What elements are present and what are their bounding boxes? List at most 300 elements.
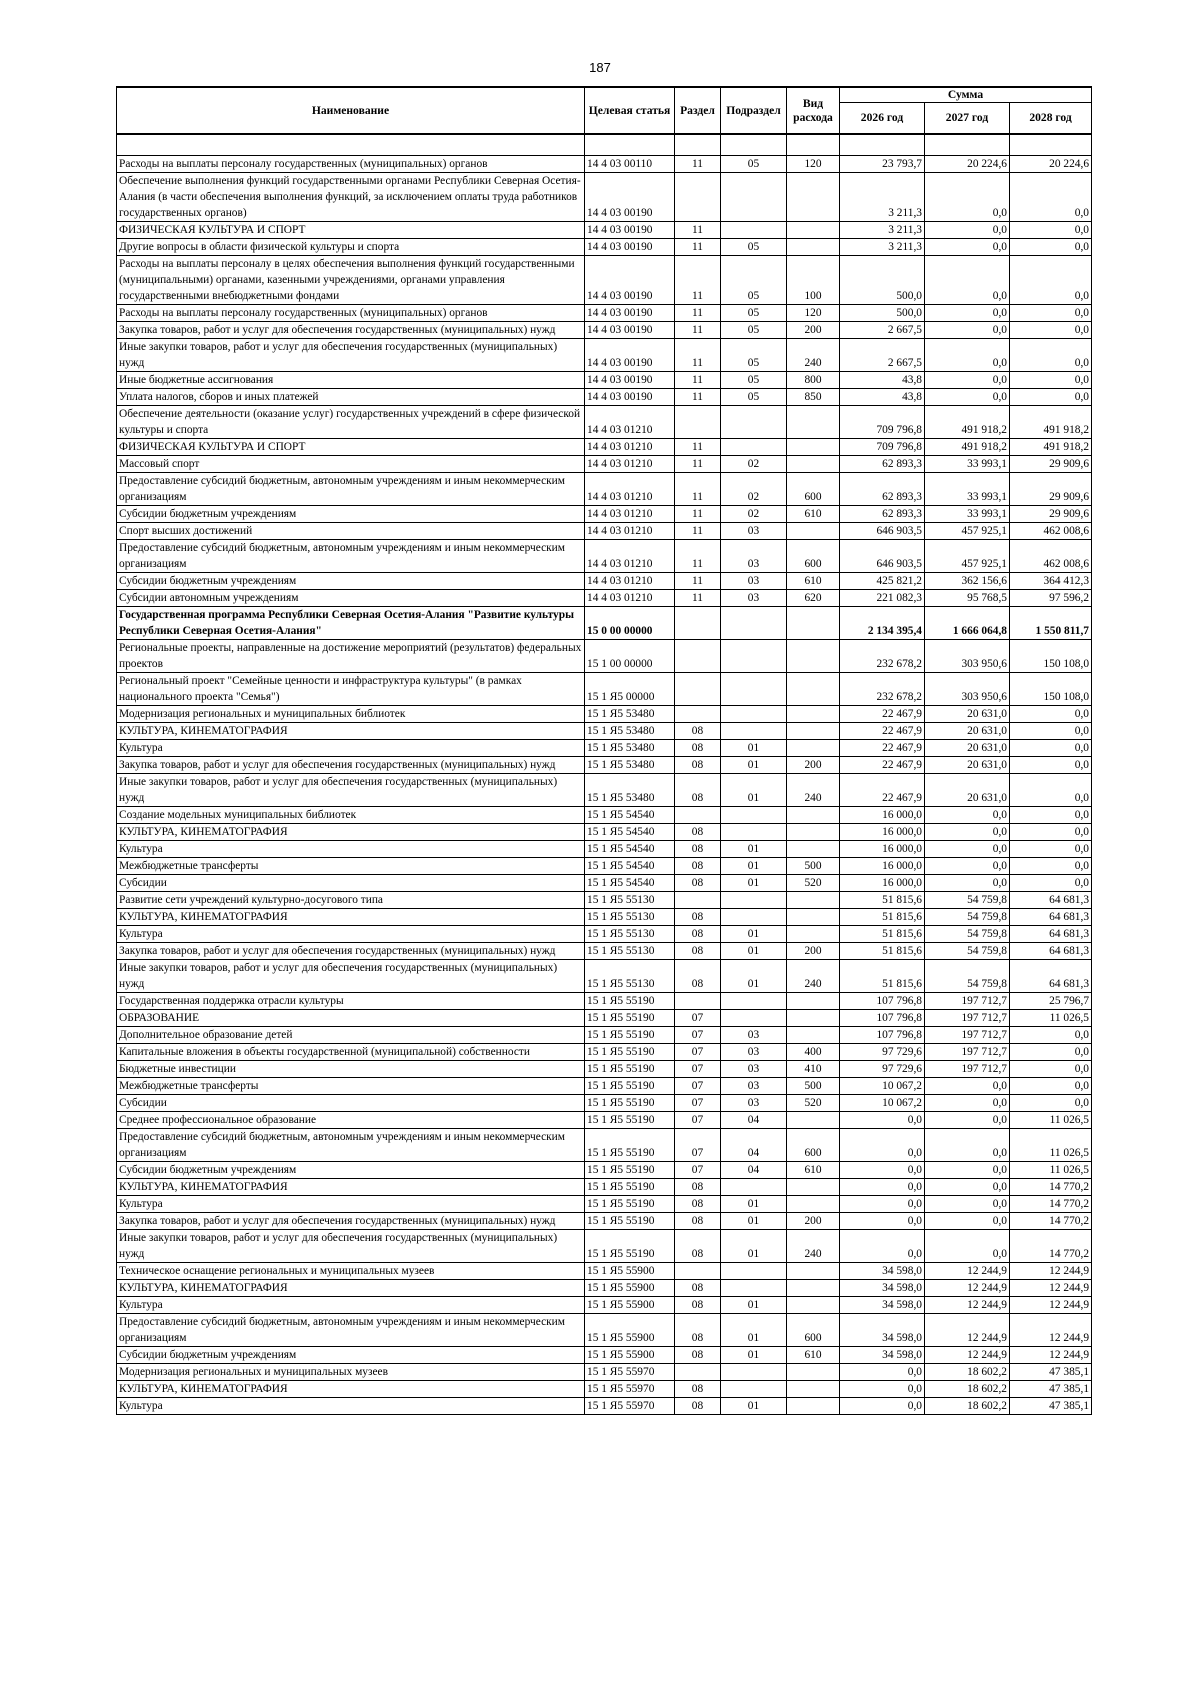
row-sum-2028: 0,0 <box>1010 774 1092 807</box>
row-target-code: 15 1 00 00000 <box>585 640 675 673</box>
header-year-2028: 2028 год <box>1010 103 1092 135</box>
table-body <box>117 156 1092 1415</box>
row-sum-2026: 10 067,2 <box>840 1078 925 1095</box>
row-sum-2026: 16 000,0 <box>840 841 925 858</box>
row-sum-2026: 500,0 <box>840 305 925 322</box>
row-expense-type: 120 <box>787 305 840 322</box>
row-subsection <box>721 909 787 926</box>
row-section <box>675 607 721 640</box>
row-subsection: 03 <box>721 1061 787 1078</box>
row-expense-type <box>787 1381 840 1398</box>
row-name: Техническое оснащение региональных и муниципальных музеев <box>117 1263 585 1280</box>
row-section: 11 <box>675 222 721 239</box>
row-name: Уплата налогов, сборов и иных платежей <box>117 389 585 406</box>
table-row <box>117 858 1092 875</box>
table-row <box>117 1297 1092 1314</box>
row-sum-2027: 0,0 <box>925 339 1010 372</box>
row-sum-2027: 1 666 064,8 <box>925 607 1010 640</box>
row-expense-type: 200 <box>787 757 840 774</box>
row-sum-2026: 0,0 <box>840 1398 925 1415</box>
row-name: Модернизация региональных и муниципальных библиотек <box>117 706 585 723</box>
row-name: Предоставление субсидий бюджетным, автономным учреждениям и иным некоммерческим организациям <box>117 540 585 573</box>
row-subsection: 01 <box>721 1347 787 1364</box>
row-sum-2028: 0,0 <box>1010 1078 1092 1095</box>
row-expense-type: 500 <box>787 1078 840 1095</box>
row-target-code: 15 1 Я5 55190 <box>585 1044 675 1061</box>
table-row <box>117 993 1092 1010</box>
row-name: Культура <box>117 841 585 858</box>
row-sum-2026: 51 815,6 <box>840 960 925 993</box>
row-target-code: 15 1 Я5 55900 <box>585 1347 675 1364</box>
row-sum-2028: 12 244,9 <box>1010 1347 1092 1364</box>
row-name: Субсидии бюджетным учреждениям <box>117 506 585 523</box>
row-name: Иные закупки товаров, работ и услуг для обеспечения государственных (муниципальных) нужд <box>117 1230 585 1263</box>
row-section: 11 <box>675 389 721 406</box>
row-name: Закупка товаров, работ и услуг для обеспечения государственных (муниципальных) нужд <box>117 322 585 339</box>
row-subsection: 03 <box>721 540 787 573</box>
row-sum-2027: 20 224,6 <box>925 156 1010 173</box>
row-expense-type: 600 <box>787 1314 840 1347</box>
row-expense-type: 600 <box>787 1129 840 1162</box>
row-sum-2028: 47 385,1 <box>1010 1398 1092 1415</box>
row-subsection <box>721 640 787 673</box>
row-sum-2027: 33 993,1 <box>925 473 1010 506</box>
row-section: 08 <box>675 723 721 740</box>
row-name: Массовый спорт <box>117 456 585 473</box>
row-section: 08 <box>675 824 721 841</box>
table-row <box>117 239 1092 256</box>
table-row <box>117 540 1092 573</box>
row-expense-type: 520 <box>787 1095 840 1112</box>
row-sum-2028: 12 244,9 <box>1010 1297 1092 1314</box>
row-target-code: 14 4 03 00190 <box>585 322 675 339</box>
row-section: 07 <box>675 1095 721 1112</box>
table-row <box>117 1398 1092 1415</box>
table-row <box>117 1129 1092 1162</box>
row-subsection: 05 <box>721 339 787 372</box>
row-sum-2028: 64 681,3 <box>1010 892 1092 909</box>
row-expense-type <box>787 406 840 439</box>
row-target-code: 14 4 03 01210 <box>585 473 675 506</box>
row-section: 11 <box>675 573 721 590</box>
row-sum-2028: 25 796,7 <box>1010 993 1092 1010</box>
row-expense-type: 800 <box>787 372 840 389</box>
row-name: Иные закупки товаров, работ и услуг для обеспечения государственных (муниципальных) нужд <box>117 960 585 993</box>
row-sum-2026: 97 729,6 <box>840 1061 925 1078</box>
row-sum-2027: 491 918,2 <box>925 406 1010 439</box>
row-name: Бюджетные инвестиции <box>117 1061 585 1078</box>
table-row <box>117 1263 1092 1280</box>
row-sum-2028: 0,0 <box>1010 389 1092 406</box>
row-name: КУЛЬТУРА, КИНЕМАТОГРАФИЯ <box>117 1179 585 1196</box>
row-sum-2028: 0,0 <box>1010 875 1092 892</box>
row-name: Субсидии автономным учреждениям <box>117 590 585 607</box>
row-name: Субсидии <box>117 1095 585 1112</box>
table-row <box>117 841 1092 858</box>
row-sum-2028: 64 681,3 <box>1010 960 1092 993</box>
row-target-code: 15 1 Я5 53480 <box>585 757 675 774</box>
row-sum-2027: 12 244,9 <box>925 1347 1010 1364</box>
row-expense-type <box>787 173 840 222</box>
row-expense-type: 100 <box>787 256 840 305</box>
row-name: Модернизация региональных и муниципальных музеев <box>117 1364 585 1381</box>
row-name: Иные закупки товаров, работ и услуг для обеспечения государственных (муниципальных) нужд <box>117 774 585 807</box>
row-expense-type <box>787 706 840 723</box>
row-subsection <box>721 1381 787 1398</box>
row-subsection <box>721 723 787 740</box>
row-expense-type <box>787 909 840 926</box>
row-expense-type <box>787 807 840 824</box>
row-sum-2026: 709 796,8 <box>840 439 925 456</box>
row-subsection: 01 <box>721 1230 787 1263</box>
row-sum-2027: 20 631,0 <box>925 706 1010 723</box>
row-target-code: 15 1 Я5 55900 <box>585 1280 675 1297</box>
row-section: 07 <box>675 1010 721 1027</box>
row-sum-2028: 29 909,6 <box>1010 506 1092 523</box>
row-sum-2027: 0,0 <box>925 1230 1010 1263</box>
row-sum-2026: 34 598,0 <box>840 1297 925 1314</box>
row-expense-type: 200 <box>787 322 840 339</box>
row-sum-2026: 62 893,3 <box>840 473 925 506</box>
row-name: Межбюджетные трансферты <box>117 858 585 875</box>
row-sum-2027: 457 925,1 <box>925 540 1010 573</box>
row-sum-2026: 221 082,3 <box>840 590 925 607</box>
row-name: Предоставление субсидий бюджетным, автономным учреждениям и иным некоммерческим организациям <box>117 473 585 506</box>
table-row <box>117 506 1092 523</box>
row-sum-2026: 62 893,3 <box>840 456 925 473</box>
row-sum-2027: 0,0 <box>925 1078 1010 1095</box>
row-subsection: 04 <box>721 1162 787 1179</box>
row-expense-type <box>787 740 840 757</box>
table-row <box>117 1027 1092 1044</box>
row-sum-2028: 0,0 <box>1010 807 1092 824</box>
row-sum-2027: 0,0 <box>925 1112 1010 1129</box>
row-sum-2028: 64 681,3 <box>1010 926 1092 943</box>
row-expense-type <box>787 222 840 239</box>
row-sum-2026: 232 678,2 <box>840 673 925 706</box>
row-section: 08 <box>675 841 721 858</box>
row-subsection <box>721 1179 787 1196</box>
row-subsection: 05 <box>721 372 787 389</box>
row-sum-2027: 12 244,9 <box>925 1263 1010 1280</box>
row-section: 08 <box>675 1213 721 1230</box>
row-expense-type <box>787 993 840 1010</box>
row-subsection: 05 <box>721 322 787 339</box>
row-expense-type: 600 <box>787 473 840 506</box>
row-name: Региональные проекты, направленные на достижение мероприятий (результатов) федеральных проектов <box>117 640 585 673</box>
row-sum-2027: 0,0 <box>925 1213 1010 1230</box>
row-sum-2026: 500,0 <box>840 256 925 305</box>
row-section: 11 <box>675 523 721 540</box>
row-subsection <box>721 807 787 824</box>
row-sum-2026: 646 903,5 <box>840 523 925 540</box>
table-row <box>117 389 1092 406</box>
row-sum-2028: 0,0 <box>1010 1044 1092 1061</box>
table-row <box>117 723 1092 740</box>
table-row <box>117 943 1092 960</box>
header-target: Целевая статья <box>585 87 675 134</box>
row-subsection: 01 <box>721 1398 787 1415</box>
header-year-2026: 2026 год <box>840 103 925 135</box>
row-expense-type <box>787 892 840 909</box>
row-target-code: 14 4 03 01210 <box>585 523 675 540</box>
row-sum-2028: 47 385,1 <box>1010 1381 1092 1398</box>
row-expense-type <box>787 523 840 540</box>
row-sum-2026: 16 000,0 <box>840 824 925 841</box>
row-section: 11 <box>675 590 721 607</box>
row-subsection: 01 <box>721 943 787 960</box>
row-subsection: 03 <box>721 1027 787 1044</box>
row-target-code: 15 0 00 00000 <box>585 607 675 640</box>
table-row <box>117 339 1092 372</box>
row-expense-type <box>787 1196 840 1213</box>
row-expense-type <box>787 239 840 256</box>
row-name: Субсидии бюджетным учреждениям <box>117 1347 585 1364</box>
row-target-code: 14 4 03 01210 <box>585 439 675 456</box>
row-sum-2026: 3 211,3 <box>840 222 925 239</box>
row-sum-2026: 709 796,8 <box>840 406 925 439</box>
row-sum-2027: 197 712,7 <box>925 1061 1010 1078</box>
row-target-code: 14 4 03 00190 <box>585 239 675 256</box>
row-section: 11 <box>675 540 721 573</box>
row-sum-2028: 11 026,5 <box>1010 1129 1092 1162</box>
row-target-code: 15 1 Я5 55130 <box>585 960 675 993</box>
row-sum-2027: 54 759,8 <box>925 909 1010 926</box>
row-target-code: 15 1 Я5 54540 <box>585 875 675 892</box>
row-name: Культура <box>117 1196 585 1213</box>
row-target-code: 15 1 Я5 54540 <box>585 841 675 858</box>
row-sum-2026: 425 821,2 <box>840 573 925 590</box>
row-section: 11 <box>675 473 721 506</box>
table-row <box>117 1162 1092 1179</box>
row-expense-type <box>787 673 840 706</box>
header-sum: Сумма <box>840 87 1092 103</box>
row-target-code: 15 1 Я5 55190 <box>585 1196 675 1213</box>
row-sum-2027: 0,0 <box>925 1196 1010 1213</box>
row-section: 08 <box>675 858 721 875</box>
table-row <box>117 590 1092 607</box>
row-name: Спорт высших достижений <box>117 523 585 540</box>
table-row <box>117 322 1092 339</box>
table-row <box>117 807 1092 824</box>
row-sum-2028: 14 770,2 <box>1010 1213 1092 1230</box>
row-sum-2027: 457 925,1 <box>925 523 1010 540</box>
row-target-code: 15 1 Я5 55190 <box>585 1010 675 1027</box>
row-sum-2027: 0,0 <box>925 875 1010 892</box>
row-subsection <box>721 439 787 456</box>
row-target-code: 15 1 Я5 53480 <box>585 740 675 757</box>
row-sum-2028: 0,0 <box>1010 256 1092 305</box>
row-expense-type <box>787 607 840 640</box>
row-sum-2028: 150 108,0 <box>1010 640 1092 673</box>
row-sum-2028: 29 909,6 <box>1010 456 1092 473</box>
row-name: Предоставление субсидий бюджетным, автономным учреждениям и иным некоммерческим организациям <box>117 1314 585 1347</box>
row-sum-2027: 0,0 <box>925 389 1010 406</box>
row-section: 08 <box>675 1196 721 1213</box>
row-sum-2026: 34 598,0 <box>840 1347 925 1364</box>
row-target-code: 15 1 Я5 55970 <box>585 1398 675 1415</box>
row-sum-2027: 54 759,8 <box>925 892 1010 909</box>
row-subsection: 01 <box>721 926 787 943</box>
row-target-code: 15 1 Я5 00000 <box>585 673 675 706</box>
row-target-code: 14 4 03 00190 <box>585 305 675 322</box>
row-target-code: 15 1 Я5 55130 <box>585 909 675 926</box>
row-subsection: 01 <box>721 740 787 757</box>
row-sum-2028: 14 770,2 <box>1010 1196 1092 1213</box>
row-section: 07 <box>675 1129 721 1162</box>
row-subsection <box>721 1010 787 1027</box>
row-section: 07 <box>675 1112 721 1129</box>
table-row <box>117 256 1092 305</box>
row-name: Культура <box>117 1398 585 1415</box>
row-subsection: 01 <box>721 1213 787 1230</box>
row-sum-2028: 12 244,9 <box>1010 1280 1092 1297</box>
row-sum-2027: 95 768,5 <box>925 590 1010 607</box>
row-expense-type: 410 <box>787 1061 840 1078</box>
row-subsection <box>721 892 787 909</box>
row-subsection: 01 <box>721 1297 787 1314</box>
row-target-code: 15 1 Я5 55900 <box>585 1297 675 1314</box>
page-number: 187 <box>589 60 611 75</box>
row-section: 08 <box>675 740 721 757</box>
row-sum-2026: 22 467,9 <box>840 740 925 757</box>
row-sum-2027: 33 993,1 <box>925 506 1010 523</box>
header-section: Раздел <box>675 87 721 134</box>
row-section <box>675 993 721 1010</box>
row-expense-type: 120 <box>787 156 840 173</box>
row-sum-2027: 197 712,7 <box>925 1044 1010 1061</box>
table-row <box>117 573 1092 590</box>
table-row <box>117 1010 1092 1027</box>
row-sum-2027: 20 631,0 <box>925 740 1010 757</box>
row-sum-2028: 0,0 <box>1010 757 1092 774</box>
row-sum-2026: 34 598,0 <box>840 1314 925 1347</box>
row-subsection: 05 <box>721 239 787 256</box>
row-target-code: 15 1 Я5 55900 <box>585 1314 675 1347</box>
table-row <box>117 892 1092 909</box>
row-sum-2028: 11 026,5 <box>1010 1010 1092 1027</box>
table-row <box>117 926 1092 943</box>
row-sum-2026: 51 815,6 <box>840 926 925 943</box>
row-target-code: 14 4 03 01210 <box>585 406 675 439</box>
row-target-code: 15 1 Я5 55190 <box>585 1078 675 1095</box>
row-expense-type <box>787 1398 840 1415</box>
header-name: Наименование <box>117 87 585 134</box>
row-name: Предоставление субсидий бюджетным, автономным учреждениям и иным некоммерческим организациям <box>117 1129 585 1162</box>
table-row <box>117 774 1092 807</box>
row-subsection <box>721 222 787 239</box>
row-section: 11 <box>675 256 721 305</box>
row-expense-type: 500 <box>787 858 840 875</box>
row-sum-2027: 18 602,2 <box>925 1398 1010 1415</box>
row-name: Культура <box>117 740 585 757</box>
row-target-code: 15 1 Я5 55130 <box>585 926 675 943</box>
row-sum-2027: 0,0 <box>925 841 1010 858</box>
row-sum-2027: 0,0 <box>925 824 1010 841</box>
row-section: 07 <box>675 1027 721 1044</box>
header-spacer-row <box>117 134 1092 156</box>
row-expense-type <box>787 1179 840 1196</box>
row-sum-2026: 3 211,3 <box>840 239 925 256</box>
row-section: 07 <box>675 1061 721 1078</box>
row-subsection <box>721 993 787 1010</box>
row-subsection: 05 <box>721 305 787 322</box>
row-sum-2027: 0,0 <box>925 305 1010 322</box>
row-sum-2027: 0,0 <box>925 1129 1010 1162</box>
row-sum-2026: 51 815,6 <box>840 892 925 909</box>
table-row <box>117 156 1092 173</box>
row-name: Обеспечение выполнения функций государственными органами Республики Северная Осетия-Алания (в части обеспечения выполнения функций, за исключением оплаты труда работников государственных органов) <box>117 173 585 222</box>
row-sum-2027: 20 631,0 <box>925 723 1010 740</box>
table-row <box>117 1314 1092 1347</box>
row-name: Региональный проект "Семейные ценности и инфраструктура культуры" (в рамках национального проекта "Семья") <box>117 673 585 706</box>
row-expense-type <box>787 1280 840 1297</box>
row-section: 08 <box>675 1381 721 1398</box>
row-target-code: 15 1 Я5 54540 <box>585 807 675 824</box>
row-sum-2026: 23 793,7 <box>840 156 925 173</box>
row-name: Капитальные вложения в объекты государственной (муниципальной) собственности <box>117 1044 585 1061</box>
row-section: 08 <box>675 1398 721 1415</box>
row-sum-2026: 97 729,6 <box>840 1044 925 1061</box>
row-sum-2028: 14 770,2 <box>1010 1179 1092 1196</box>
table-row <box>117 740 1092 757</box>
row-sum-2027: 33 993,1 <box>925 456 1010 473</box>
row-sum-2027: 54 759,8 <box>925 960 1010 993</box>
row-section: 11 <box>675 456 721 473</box>
row-sum-2027: 0,0 <box>925 807 1010 824</box>
row-sum-2026: 0,0 <box>840 1196 925 1213</box>
row-subsection: 05 <box>721 389 787 406</box>
row-section: 11 <box>675 372 721 389</box>
row-target-code: 15 1 Я5 55190 <box>585 1230 675 1263</box>
row-sum-2026: 0,0 <box>840 1230 925 1263</box>
row-section: 08 <box>675 943 721 960</box>
row-sum-2028: 0,0 <box>1010 841 1092 858</box>
row-name: Государственная поддержка отрасли культуры <box>117 993 585 1010</box>
row-sum-2026: 0,0 <box>840 1129 925 1162</box>
row-sum-2027: 0,0 <box>925 1095 1010 1112</box>
row-sum-2027: 362 156,6 <box>925 573 1010 590</box>
row-sum-2028: 150 108,0 <box>1010 673 1092 706</box>
row-name: Создание модельных муниципальных библиотек <box>117 807 585 824</box>
row-subsection <box>721 706 787 723</box>
row-target-code: 15 1 Я5 53480 <box>585 774 675 807</box>
budget-table <box>116 86 1092 1415</box>
row-target-code: 14 4 03 00190 <box>585 222 675 239</box>
row-target-code: 14 4 03 01210 <box>585 456 675 473</box>
row-target-code: 15 1 Я5 54540 <box>585 824 675 841</box>
row-target-code: 15 1 Я5 55190 <box>585 993 675 1010</box>
row-expense-type <box>787 1263 840 1280</box>
table-row <box>117 706 1092 723</box>
row-subsection <box>721 173 787 222</box>
row-section: 08 <box>675 1280 721 1297</box>
row-name: КУЛЬТУРА, КИНЕМАТОГРАФИЯ <box>117 1381 585 1398</box>
row-target-code: 14 4 03 01210 <box>585 540 675 573</box>
row-sum-2027: 303 950,6 <box>925 640 1010 673</box>
row-section <box>675 1263 721 1280</box>
row-subsection <box>721 824 787 841</box>
table-header <box>117 87 1092 156</box>
row-target-code: 15 1 Я5 55190 <box>585 1027 675 1044</box>
row-target-code: 15 1 Я5 53480 <box>585 723 675 740</box>
row-section <box>675 406 721 439</box>
row-section: 08 <box>675 774 721 807</box>
row-sum-2027: 18 602,2 <box>925 1381 1010 1398</box>
table-row <box>117 875 1092 892</box>
row-target-code: 15 1 Я5 53480 <box>585 706 675 723</box>
row-expense-type: 240 <box>787 774 840 807</box>
